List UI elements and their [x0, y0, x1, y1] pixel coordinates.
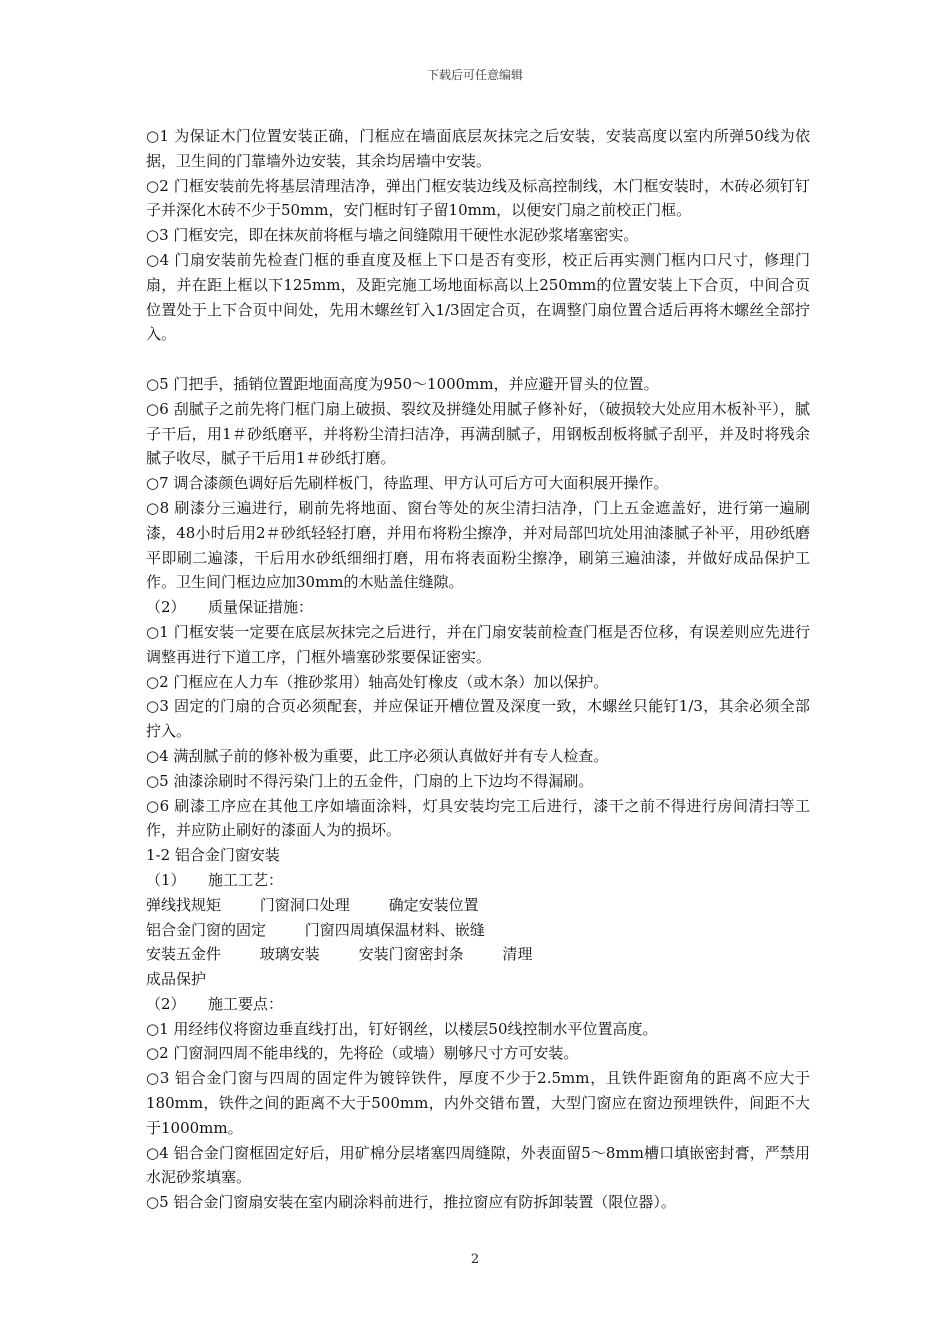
section-heading: （2） 质量保证措施：	[146, 598, 314, 617]
paragraph: ○2 门框安装前先将基层清理洁净，弹出门框安装边线及标高控制线，木门框安装时，木砖必须钉钉子并深化木砖不少于50mm，安门框时钉子留10mm，以便安门扇之前校正门框。	[146, 176, 810, 220]
paragraph: ○3 门框安完，即在抹灰前将框与墙之间缝隙用干硬性水泥砂浆堵塞密实。	[146, 226, 639, 245]
paragraph: ○1 门框安装一定要在底层灰抹完之后进行，并在门扇安装前检查门框是否位移，有误差则应先进行调整再进行下道工序，门框外墙塞砂浆要保证密实。	[146, 622, 810, 666]
section-heading: （1） 施工工艺：	[146, 870, 284, 889]
paragraph: ○4 铝合金门窗框固定好后，用矿棉分层堵塞四周缝隙，外表面留5～8mm槽口填嵌密封膏，严禁用水泥砂浆填塞。	[146, 1143, 810, 1187]
blank-line	[146, 347, 810, 372]
section-heading: （2） 施工要点：	[146, 994, 284, 1013]
paragraph: ○8 刷漆分三遍进行，刷前先将地面、窗台等处的灰尘清扫洁净，门上五金遮盖好，进行第一遍刷漆，48小时后用2＃砂纸轻轻打磨，并用布将粉尘擦净，并对局部凹坑处用油漆腻子补平，用砂纸磨平即刷二遍漆，干后用水砂纸细细打磨，用布将表面粉尘擦净，刷第三遍油漆，并做好成品保护工作。卫生间门框边应加30mm的木贴盖住缝隙。	[146, 498, 810, 592]
process-step: 确定安装位置	[388, 895, 479, 914]
document-body	[146, 124, 810, 1215]
process-step: 安装五金件	[146, 945, 222, 964]
paragraph: ○5 门把手，插销位置距地面高度为950～1000mm，并应避开冒头的位置。	[146, 374, 659, 393]
process-row	[146, 967, 810, 992]
process-step: 成品保护	[146, 970, 207, 989]
paragraph: ○6 刷漆工序应在其他工序如墙面涂料，灯具安装均完工后进行，漆干之前不得进行房间清扫等工作，并应防止刷好的漆面人为的损坏。	[146, 796, 810, 840]
paragraph: ○6 刮腻子之前先将门框门扇上破损、裂纹及拼缝处用腻子修补好，（破损较大处应用木板补平），腻子干后，用1＃砂纸磨平，并将粉尘清扫洁净，再满刮腻子，用钢板刮板将腻子刮平，并及时将残余腻子收尽，腻子干后用1＃砂纸打磨。	[146, 399, 810, 468]
process-step: 弹线找规矩	[146, 895, 222, 914]
paragraph: ○1 用经纬仪将窗边垂直线打出，钉好钢丝，以楼层50线控制水平位置高度。	[146, 1019, 658, 1038]
paragraph: ○2 门框应在人力车（推砂浆用）轴高处钉橡皮（或木条）加以保护。	[146, 672, 609, 691]
process-step: 玻璃安装	[259, 945, 320, 964]
paragraph: ○7 调合漆颜色调好后先刷样板门，待监理、甲方认可后方可大面积展开操作。	[146, 474, 669, 493]
paragraph: ○3 固定的门扇的合页必须配套，并应保证开槽位置及深度一致，木螺丝只能钉1/3，其余必须全部拧入。	[146, 697, 810, 741]
paragraph: ○4 门扇安装前先检查门框的垂直度及框上下口是否有变形，校正后再实测门框内口尺寸，修理门扇，并在距上框以下125mm，及距完施工场地面标高以上250mm的位置安装上下合页，中间合页位置处于上下合页中间处，先用木螺丝钉入1/3固定合页，在调整门扇位置合适后再将木螺丝全部拧入。	[146, 250, 810, 344]
process-step: 清理	[502, 945, 533, 964]
paragraph: ○5 油漆涂刷时不得污染门上的五金件，门扇的上下边均不得漏刷。	[146, 771, 594, 790]
paragraph: ○2 门窗洞四周不能串线的，先将砼（或墙）剔够尺寸方可安装。	[146, 1044, 579, 1063]
page-number: 2	[470, 1252, 480, 1267]
process-step: 安装门窗密封条	[358, 945, 464, 964]
process-row	[146, 918, 810, 943]
process-step: 铝合金门窗的固定	[146, 920, 267, 939]
paragraph: ○4 满刮腻子前的修补极为重要，此工序必须认真做好并有专人检查。	[146, 746, 609, 765]
process-row	[146, 893, 810, 918]
page-header: 下载后可任意编辑	[426, 68, 523, 82]
paragraph: ○3 铝合金门窗与四周的固定件为镀锌铁件，厚度不少于2.5mm，且铁件距窗角的距离不应大于180mm，铁件之间的距离不大于500mm，内外交错布置，大型门窗应在窗边预埋铁件，间距不大于1000mm。	[146, 1069, 810, 1137]
process-row	[146, 942, 810, 967]
process-step: 门窗四周填保温材料、嵌缝	[304, 920, 485, 939]
paragraph: ○5 铝合金门窗扇安装在室内刷涂料前进行，推拉窗应有防拆卸装置（限位器）。	[146, 1193, 676, 1212]
process-step: 门窗洞口处理	[259, 895, 350, 914]
paragraph: ○1 为保证木门位置安装正确，门框应在墙面底层灰抹完之后安装，安装高度以室内所弹50线为依据，卫生间的门靠墙外边安装，其余均居墙中安装。	[146, 127, 810, 170]
section-heading: 1-2 铝合金门窗安装	[146, 846, 280, 865]
